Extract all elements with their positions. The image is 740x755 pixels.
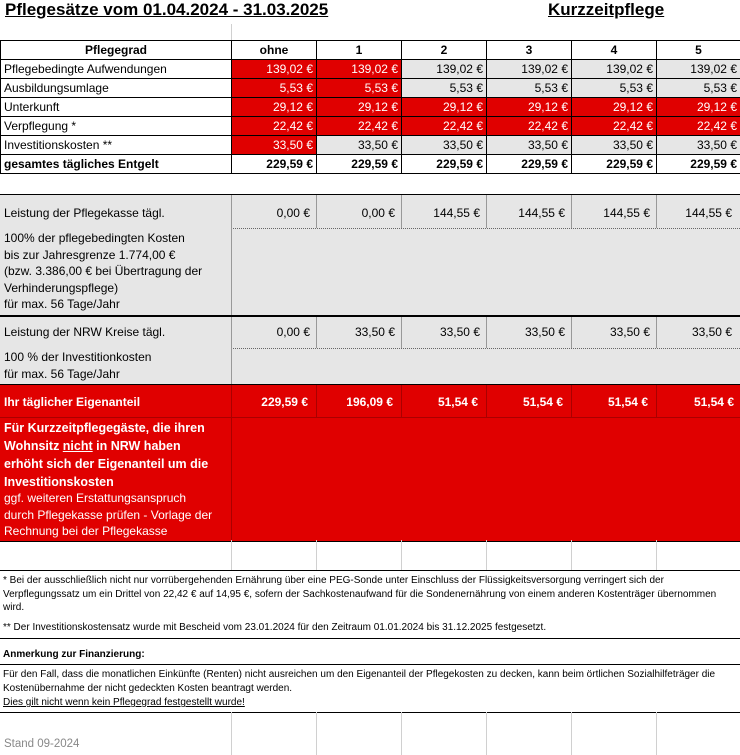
dotted-divider	[231, 348, 740, 349]
nrw-label: Leistung der NRW Kreise tägl.	[4, 325, 166, 339]
refund-hint: ggf. weiteren Erstattungsanspruch durch Pflegekasse prüfen - Vorlage der Rechnung bei der Pflegekasse	[4, 491, 213, 538]
pflegekasse-label: Leistung der Pflegekasse tägl.	[4, 206, 165, 220]
column-header: 5	[657, 41, 740, 60]
table-header	[1, 41, 740, 60]
row-label: Ausbildungsumlage	[1, 79, 232, 98]
total-label: gesamtes tägliches Entgelt	[1, 155, 232, 174]
pflegekasse-value: 144,55 €	[685, 206, 732, 220]
row-value: 22,42 €	[317, 117, 402, 136]
total-value: 229,59 €	[487, 155, 572, 174]
remark-text: Für den Fall, dass die monatlichen Einkünfte (Renten) nicht ausreichen um den Eigenanteil der Pflegekosten zu decken, kann beim örtlichen Sozialhilfeträger die Kostenübernahme der nicht gedeckten Kosten beantragt werden.	[3, 669, 716, 694]
column-header: ohne	[232, 41, 317, 60]
row-value: 139,02 €	[572, 60, 657, 79]
warning-text: Für Kurzzeitpflegegäste, die ihren Wohnsitz nicht in NRW haben erhöht sich der Eigenanteil um die Investitionskosten	[4, 421, 209, 489]
footnote-peg: * Bei der ausschließlich nicht nur vorrübergehenden Ernährung über eine PEG-Sonde unter Einschluss der Flüssigkeitsversorgung verringert sich der Verpflegungssatz um ein Drittel von 22,42 € auf 14,95 €, sofern der Sachkostenaufwand für die Sondenernährung von einem anderen Kostenträger übernommen wird.	[3, 575, 717, 613]
row-label: Verpflegung *	[1, 117, 232, 136]
row-value: 139,02 €	[657, 60, 740, 79]
column-header: 4	[572, 41, 657, 60]
row-value: 139,02 €	[317, 60, 402, 79]
gridline	[231, 24, 232, 40]
remark-note: Dies gilt nicht wenn kein Pflegegrad festgestellt wurde!	[3, 697, 245, 708]
row-value: 22,42 €	[657, 117, 740, 136]
total-value: 229,59 €	[402, 155, 487, 174]
eigenanteil-value: 51,54 €	[693, 395, 734, 409]
total-value: 229,59 €	[572, 155, 657, 174]
row-value: 5,53 €	[402, 79, 487, 98]
pflegekasse-value: 144,55 €	[518, 206, 565, 220]
nrw-value: 33,50 €	[691, 325, 732, 339]
page-title: Pflegesätze vom 01.04.2024 - 31.03.2025	[5, 0, 329, 19]
table-row	[1, 79, 740, 98]
row-value: 5,53 €	[657, 79, 740, 98]
title-row	[0, 0, 740, 24]
row-value: 139,02 €	[232, 60, 317, 79]
eigenanteil-value: 229,59 €	[261, 395, 308, 409]
nrw-section	[0, 316, 740, 386]
table-row	[1, 60, 740, 79]
nrw-value: 33,50 €	[354, 325, 395, 339]
eigenanteil-value: 51,54 €	[607, 395, 648, 409]
nrw-value: 33,50 €	[609, 325, 650, 339]
row-value: 29,12 €	[232, 98, 317, 117]
row-value: 33,50 €	[572, 136, 657, 155]
eigenanteil-value: 51,54 €	[437, 395, 478, 409]
row-value: 29,12 €	[657, 98, 740, 117]
row-value: 29,12 €	[572, 98, 657, 117]
row-value: 29,12 €	[317, 98, 402, 117]
eigenanteil-section	[0, 384, 740, 542]
total-row	[1, 155, 740, 174]
pflegekasse-section	[0, 194, 740, 316]
footnote-divider	[0, 638, 740, 639]
column-header: Pflegegrad	[1, 41, 232, 60]
row-value: 5,53 €	[232, 79, 317, 98]
nrw-value: 33,50 €	[524, 325, 565, 339]
row-value: 29,12 €	[487, 98, 572, 117]
nrw-value: 33,50 €	[439, 325, 480, 339]
remark-title: Anmerkung zur Finanzierung:	[3, 649, 145, 660]
pflegekasse-value: 0,00 €	[276, 206, 310, 220]
row-value: 33,50 €	[657, 136, 740, 155]
pflegekasse-value: 144,55 €	[603, 206, 650, 220]
column-header: 2	[402, 41, 487, 60]
row-value: 33,50 €	[232, 136, 317, 155]
row-value: 22,42 €	[572, 117, 657, 136]
row-value: 139,02 €	[402, 60, 487, 79]
page-subtitle: Kurzzeitpflege	[548, 0, 665, 19]
row-value: 22,42 €	[487, 117, 572, 136]
remark-divider	[0, 664, 740, 665]
column-header: 3	[487, 41, 572, 60]
total-value: 229,59 €	[232, 155, 317, 174]
footnote-divider	[0, 570, 740, 571]
stand-date: Stand 09-2024	[4, 738, 80, 750]
row-value: 22,42 €	[232, 117, 317, 136]
nrw-value: 0,00 €	[276, 325, 310, 339]
row-value: 139,02 €	[487, 60, 572, 79]
row-value: 22,42 €	[402, 117, 487, 136]
row-value: 33,50 €	[402, 136, 487, 155]
row-value: 29,12 €	[402, 98, 487, 117]
row-label: Pflegebedingte Aufwendungen	[1, 60, 232, 79]
table-row	[1, 117, 740, 136]
row-value: 5,53 €	[317, 79, 402, 98]
footnote-investment: ** Der Investitionskostensatz wurde mit Bescheid vom 23.01.2024 für den Zeitraum 01.01.2024 bis 31.12.2025 festgesetzt.	[3, 622, 547, 633]
rates-table	[0, 40, 740, 174]
row-value: 5,53 €	[487, 79, 572, 98]
pflegekasse-note: 100% der pflegebedingten Kosten bis zur Jahresgrenze 1.774,00 € (bzw. 3.386,00 € bei Übertragung der Verhinderungspflege) für max. 56 Tage/Jahr	[4, 231, 203, 311]
eigenanteil-value: 51,54 €	[522, 395, 563, 409]
row-label: Investitionskosten **	[1, 136, 232, 155]
row-value: 33,50 €	[317, 136, 402, 155]
cost-rows	[1, 60, 740, 155]
remark-divider	[0, 712, 740, 713]
pflegekasse-value: 0,00 €	[361, 206, 395, 220]
eigenanteil-value: 196,09 €	[346, 395, 393, 409]
nrw-note: 100 % der Investitionkosten für max. 56 Tage/Jahr	[4, 350, 152, 381]
dotted-divider	[231, 228, 740, 229]
row-value: 33,50 €	[487, 136, 572, 155]
table-row	[1, 98, 740, 117]
pflegekasse-value: 144,55 €	[433, 206, 480, 220]
total-value: 229,59 €	[317, 155, 402, 174]
row-label: Unterkunft	[1, 98, 232, 117]
row-value: 5,53 €	[572, 79, 657, 98]
eigenanteil-label: Ihr täglicher Eigenanteil	[4, 395, 141, 409]
table-row	[1, 136, 740, 155]
total-value: 229,59 €	[657, 155, 740, 174]
column-header: 1	[317, 41, 402, 60]
